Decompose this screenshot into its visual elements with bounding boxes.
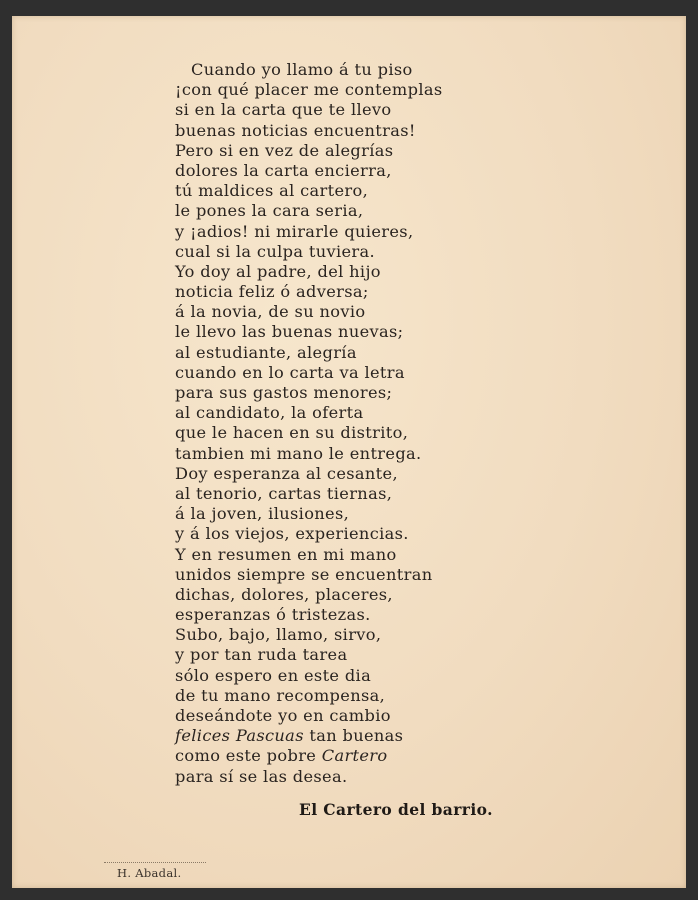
poem-line: esperanzas ó tristezas. xyxy=(175,605,371,625)
poem-line: al candidato, la oferta xyxy=(175,403,364,423)
poem-line: cuando en lo carta va letra xyxy=(175,362,405,382)
poem-line: y por tan ruda tarea xyxy=(175,645,348,665)
printer-divider xyxy=(104,862,206,863)
poem-line: Pero si en vez de alegrías xyxy=(175,140,394,160)
poem-line: y ¡adios! ni mirarle quieres, xyxy=(175,221,414,241)
poem-line: Yo doy al padre, del hijo xyxy=(175,261,381,281)
poem-line: le pones la cara seria, xyxy=(175,201,364,221)
poem-line: deseándote yo en cambio xyxy=(175,706,391,725)
poem-line: al tenorio, cartas tiernas, xyxy=(175,483,393,503)
poem-line: para sí se las desea. xyxy=(175,766,348,786)
poem-italic-text: felices Pascuas xyxy=(175,726,304,746)
printer-credit: H. Abadal. xyxy=(117,866,182,880)
poem-text xyxy=(175,60,555,787)
poem-line: buenas noticias encuentras! xyxy=(175,120,416,140)
poem-line: que le hacen en su distrito, xyxy=(175,423,409,443)
poem-line: sólo espero en este dia xyxy=(175,665,372,685)
poem-line xyxy=(175,746,555,766)
poem-line: Cuando yo llamo á tu piso xyxy=(191,60,413,79)
poem-line xyxy=(175,726,555,746)
poem-line: unidos siempre se encuentran xyxy=(175,564,433,584)
poem-line: le llevo las buenas nuevas; xyxy=(175,322,404,342)
poem-text-fragment: como este pobre xyxy=(175,746,322,766)
printed-card xyxy=(12,16,686,888)
poem-italic-text: Cartero xyxy=(321,746,388,766)
poem-line: Doy esperanza al cesante, xyxy=(175,463,398,483)
poem-line: cual si la culpa tuviera. xyxy=(175,241,376,261)
poem-line: Y en resumen en mi mano xyxy=(175,544,397,564)
poem-line: al estudiante, alegría xyxy=(175,342,357,362)
poem-line: de tu mano recompensa, xyxy=(175,685,386,705)
poem-line: tambien mi mano le entrega. xyxy=(175,443,422,463)
poem-line: si en la carta que te llevo xyxy=(175,100,392,120)
poem-line: dichas, dolores, placeres, xyxy=(175,584,393,604)
poem-line: Subo, bajo, llamo, sirvo, xyxy=(175,625,382,645)
poem-line: noticia feliz ó adversa; xyxy=(175,282,369,302)
poem-line: ¡con qué placer me contemplas xyxy=(175,80,443,100)
poem-line: tú maldices al cartero, xyxy=(175,181,369,201)
poem-line: á la novia, de su novio xyxy=(175,302,366,322)
signature: El Cartero del barrio. xyxy=(299,800,493,819)
poem-line: y á los viejos, experiencias. xyxy=(175,524,409,544)
poem-line: dolores la carta encierra, xyxy=(175,160,392,180)
poem-text-fragment: tan buenas xyxy=(303,726,404,746)
poem-line: para sus gastos menores; xyxy=(175,383,393,402)
poem-line: á la joven, ilusiones, xyxy=(175,504,350,524)
